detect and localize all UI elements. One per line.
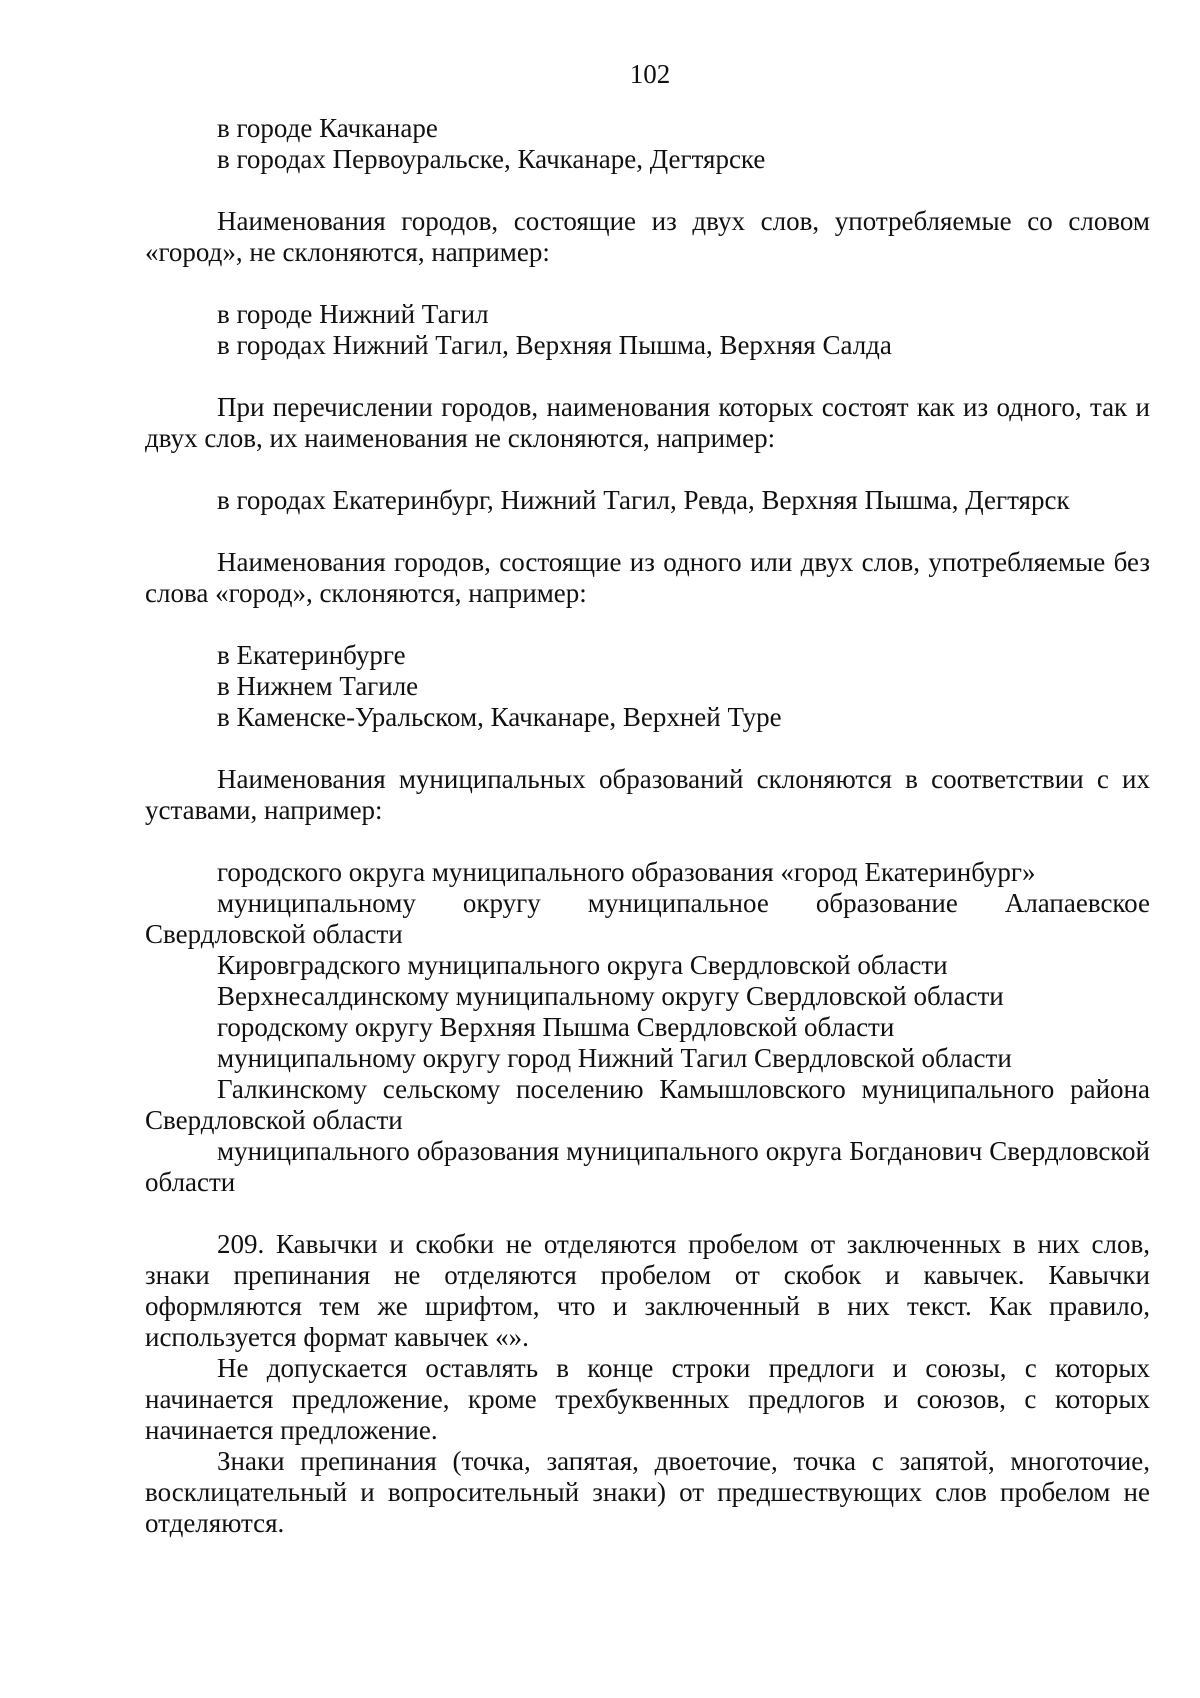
example-line: в городах Первоуральске, Качканаре, Дегтярске — [217, 144, 766, 174]
example-block-1 — [145, 113, 1150, 175]
example-line: городскому округу Верхняя Пышма Свердловской области — [217, 1012, 895, 1042]
example-line: муниципального образования муниципального округа Богданович Свердловской области — [145, 1136, 1150, 1197]
example-line: в городе Качканаре — [217, 113, 438, 143]
paragraph-punctuation: Знаки препинания (точка, запятая, двоеточие, точка с запятой, многоточие, восклицательный и вопросительный знаки) от предшествующих слов пробелом не отделяются. — [145, 1446, 1150, 1538]
example-line: Кировградского муниципального округа Свердловской области — [217, 950, 948, 980]
example-line: в городах Екатеринбург, Нижний Тагил, Ревда, Верхняя Пышма, Дегтярск — [217, 485, 1070, 515]
example-line: муниципальному округу город Нижний Тагил Свердловской области — [217, 1043, 1012, 1073]
example-block-4 — [145, 640, 1150, 733]
example-line: в Каменске-Уральском, Качканаре, Верхней Туре — [217, 702, 782, 732]
example-line: в Нижнем Тагиле — [217, 671, 419, 701]
example-block-2 — [145, 299, 1150, 361]
example-line: Верхнесалдинскому муниципальному округу Свердловской области — [217, 981, 1004, 1011]
paragraph-prepositions: Не допускается оставлять в конце строки предлоги и союзы, с которых начинается предложение, кроме трехбуквенных предлогов и союзов, с которых начинается предложение. — [145, 1353, 1150, 1445]
example-line: городского округа муниципального образования «город Екатеринбург» — [217, 857, 1036, 887]
document-body — [145, 113, 1150, 1539]
example-block-3 — [145, 485, 1150, 516]
paragraph-without-city-word: Наименования городов, состоящие из одного или двух слов, употребляемые без слова «город», склоняются, например: — [145, 547, 1150, 608]
paragraph-municipal-names: Наименования муниципальных образований склоняются в соответствии с их уставами, например: — [145, 764, 1150, 825]
example-line: в городе Нижний Тагил — [217, 299, 489, 329]
page-number: 102 — [629, 59, 671, 89]
example-line: в Екатеринбурге — [217, 640, 406, 670]
paragraph-two-word-cities: Наименования городов, состоящие из двух слов, употребляемые со словом «город», не склоняются, например: — [145, 206, 1150, 267]
example-line: в городах Нижний Тагил, Верхняя Пышма, Верхняя Салда — [217, 330, 892, 360]
example-line: муниципальному округу муниципальное образование Алапаевское Свердловской области — [145, 888, 1150, 949]
example-block-5 — [145, 857, 1150, 1198]
example-line: Галкинскому сельскому поселению Камышловского муниципального района Свердловской области — [145, 1074, 1150, 1135]
paragraph-209-quotes: 209. Кавычки и скобки не отделяются пробелом от заключенных в них слов, знаки препинания не отделяются пробелом от скобок и кавычек. Кавычки оформляются тем же шрифтом, что и заключенный в них текст. Как правило, используется формат кавычек «». — [145, 1229, 1150, 1352]
paragraph-enumeration: При перечислении городов, наименования которых состоят как из одного, так и двух слов, их наименования не склоняются, например: — [145, 392, 1150, 453]
